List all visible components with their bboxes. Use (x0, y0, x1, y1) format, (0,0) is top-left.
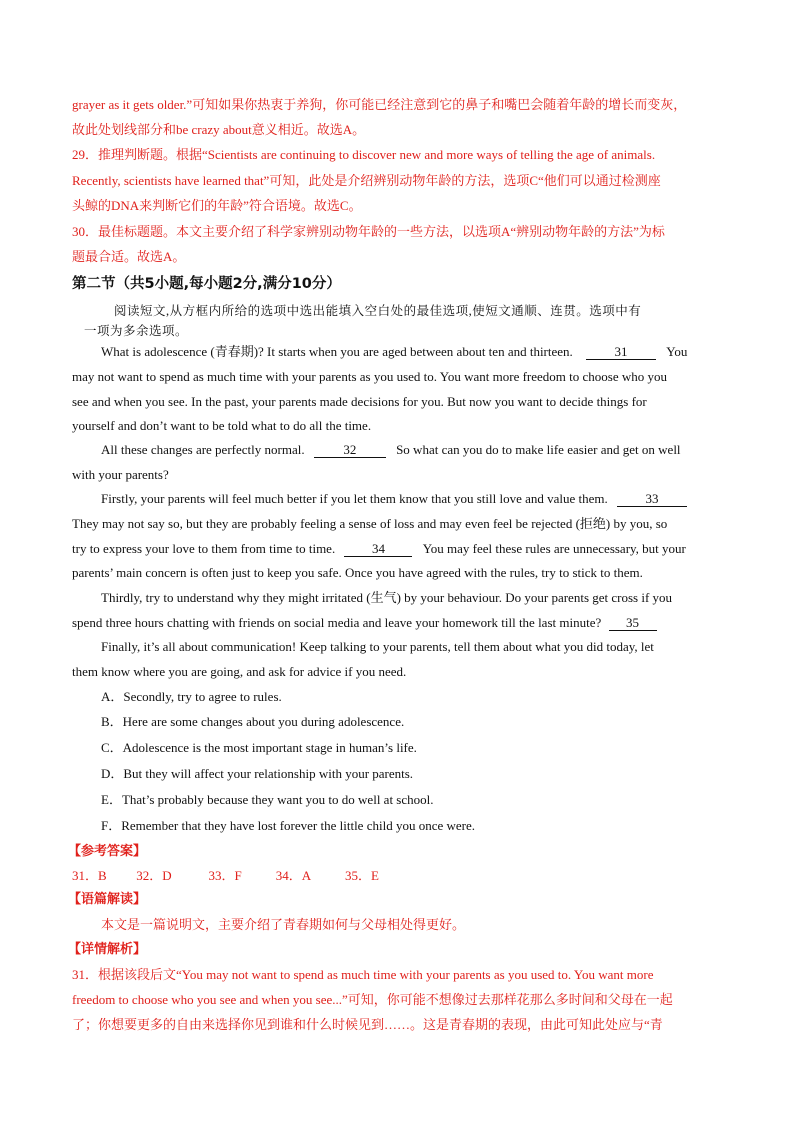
passage-line (72, 540, 686, 558)
answer-key-tag: 【参考答案】 (68, 844, 147, 859)
q30-explanation-line: 题最合适。故选A。 (72, 249, 186, 264)
option-e: E．That’s probably because they want you to do well at school. (101, 792, 434, 807)
explanation-line: 故此处划线部分和be crazy about意义相近。故选A。 (72, 122, 366, 137)
passage-line: may not want to spend as much time with your parents as you used to. You want more freedom to choose who you (72, 369, 668, 384)
passage-text: You (666, 344, 688, 359)
passage-text: All these changes are perfectly normal. (101, 442, 305, 457)
section-instruction: 阅读短文,从方框内所给的选项中选出能填入空白处的最佳选项,使短文通顺、连贯。选项中有 (114, 304, 642, 318)
passage-text: try to express your love to them from time to time. (72, 541, 336, 556)
option-b: B．Here are some changes about you during adolescence. (101, 714, 405, 729)
passage-line: They may not say so, but they are probably feeling a sense of loss and may even feel be rejected (拒绝) by you, so (72, 516, 668, 531)
answer-33: 33．F (208, 868, 242, 883)
passage-text: Firstly, your parents will feel much better if you let them know that you still love and value them. (101, 491, 608, 506)
passage-line: Thirdly, try to understand why they might irritated (生气) by your behaviour. Do your parents get cross if you (101, 590, 673, 605)
answer-31: 31．B (72, 868, 107, 883)
option-a: A．Secondly, try to agree to rules. (101, 689, 282, 704)
passage-line: with your parents? (72, 467, 169, 482)
detail-tag: 【详情解析】 (68, 942, 147, 957)
option-c: C．Adolescence is the most important stage in human’s life. (101, 740, 417, 755)
blank-32[interactable]: 32 (314, 442, 386, 458)
passage-text: What is adolescence (青春期)? It starts when you are aged between about ten and thirteen. (101, 344, 573, 359)
q29-explanation-line: Recently, scientists have learned that”可知，此处是介绍辨别动物年龄的方法，选项C“他们可以通过检测座 (72, 173, 661, 188)
blank-35[interactable]: 35 (609, 615, 657, 631)
explanation-line: grayer as it gets older.”可知如果你热衷于养狗，你可能已经注意到它的鼻子和嘴巴会随着年龄的增长而变灰， (72, 97, 687, 112)
passage-line (101, 441, 681, 459)
section-instruction: 一项为多余选项。 (84, 324, 189, 338)
detail-line: freedom to choose who you see and when you see...”可知，你可能不想像过去那样花那么多时间和父母在一起 (72, 992, 673, 1007)
passage-line: see and when you see. In the past, your parents made decisions for you. But now you want to decide things for (72, 394, 647, 409)
passage-text: spend three hours chatting with friends on social media and leave your homework till the last minute? (72, 615, 602, 630)
blank-34[interactable]: 34 (344, 541, 412, 557)
detail-line: 了；你想要更多的自由来选择你见到谁和什么时候见到……。这是青春期的表现，由此可知此处应与“青 (72, 1017, 663, 1032)
passage-line: yourself and don’t want to be told what to do all the time. (72, 418, 372, 433)
section-heading: 第二节（共5小题,每小题2分,满分10分） (72, 276, 341, 292)
passage-line (72, 614, 660, 632)
answer-34: 34．A (275, 868, 312, 883)
option-d: D．But they will affect your relationship with your parents. (101, 766, 414, 781)
detail-line: 31．根据该段后文“You may not want to spend as much time with your parents as you used to. You want more (72, 967, 654, 982)
passage-line (101, 490, 690, 508)
answer-key-row (72, 867, 379, 885)
summary-text: 本文是一篇说明文，主要介绍了青春期如何与父母相处得更好。 (101, 917, 466, 932)
blank-33[interactable]: 33 (617, 491, 687, 507)
blank-31[interactable]: 31 (586, 344, 656, 360)
passage-line: them know where you are going, and ask for advice if you need. (72, 664, 407, 679)
passage-line (101, 343, 687, 361)
q30-explanation-line: 30．最佳标题题。本文主要介绍了科学家辨别动物年龄的一些方法，以选项A“辨别动物年龄的方法”为标 (72, 224, 665, 239)
q29-explanation-line: 29．推理判断题。根据“Scientists are continuing to discover new and more ways of telling the age of animals. (72, 147, 656, 162)
answer-32: 32．D (136, 868, 172, 883)
option-f: F．Remember that they have lost forever the little child you once were. (101, 818, 475, 833)
passage-text: You may feel these rules are unnecessary, but your (422, 541, 686, 556)
q29-explanation-line: 头鲸的DNA来判断它们的年龄”符合语境。故选C。 (72, 198, 362, 213)
answer-35: 35．E (345, 868, 379, 883)
passage-line: Finally, it’s all about communication! Keep talking to your parents, tell them about what you did today, let (101, 639, 654, 654)
summary-tag: 【语篇解读】 (68, 892, 147, 907)
passage-text: So what can you do to make life easier and get on well (396, 442, 681, 457)
passage-line: parents’ main concern is often just to keep you safe. Once you have agreed with the rules, try to stick to them. (72, 565, 643, 580)
